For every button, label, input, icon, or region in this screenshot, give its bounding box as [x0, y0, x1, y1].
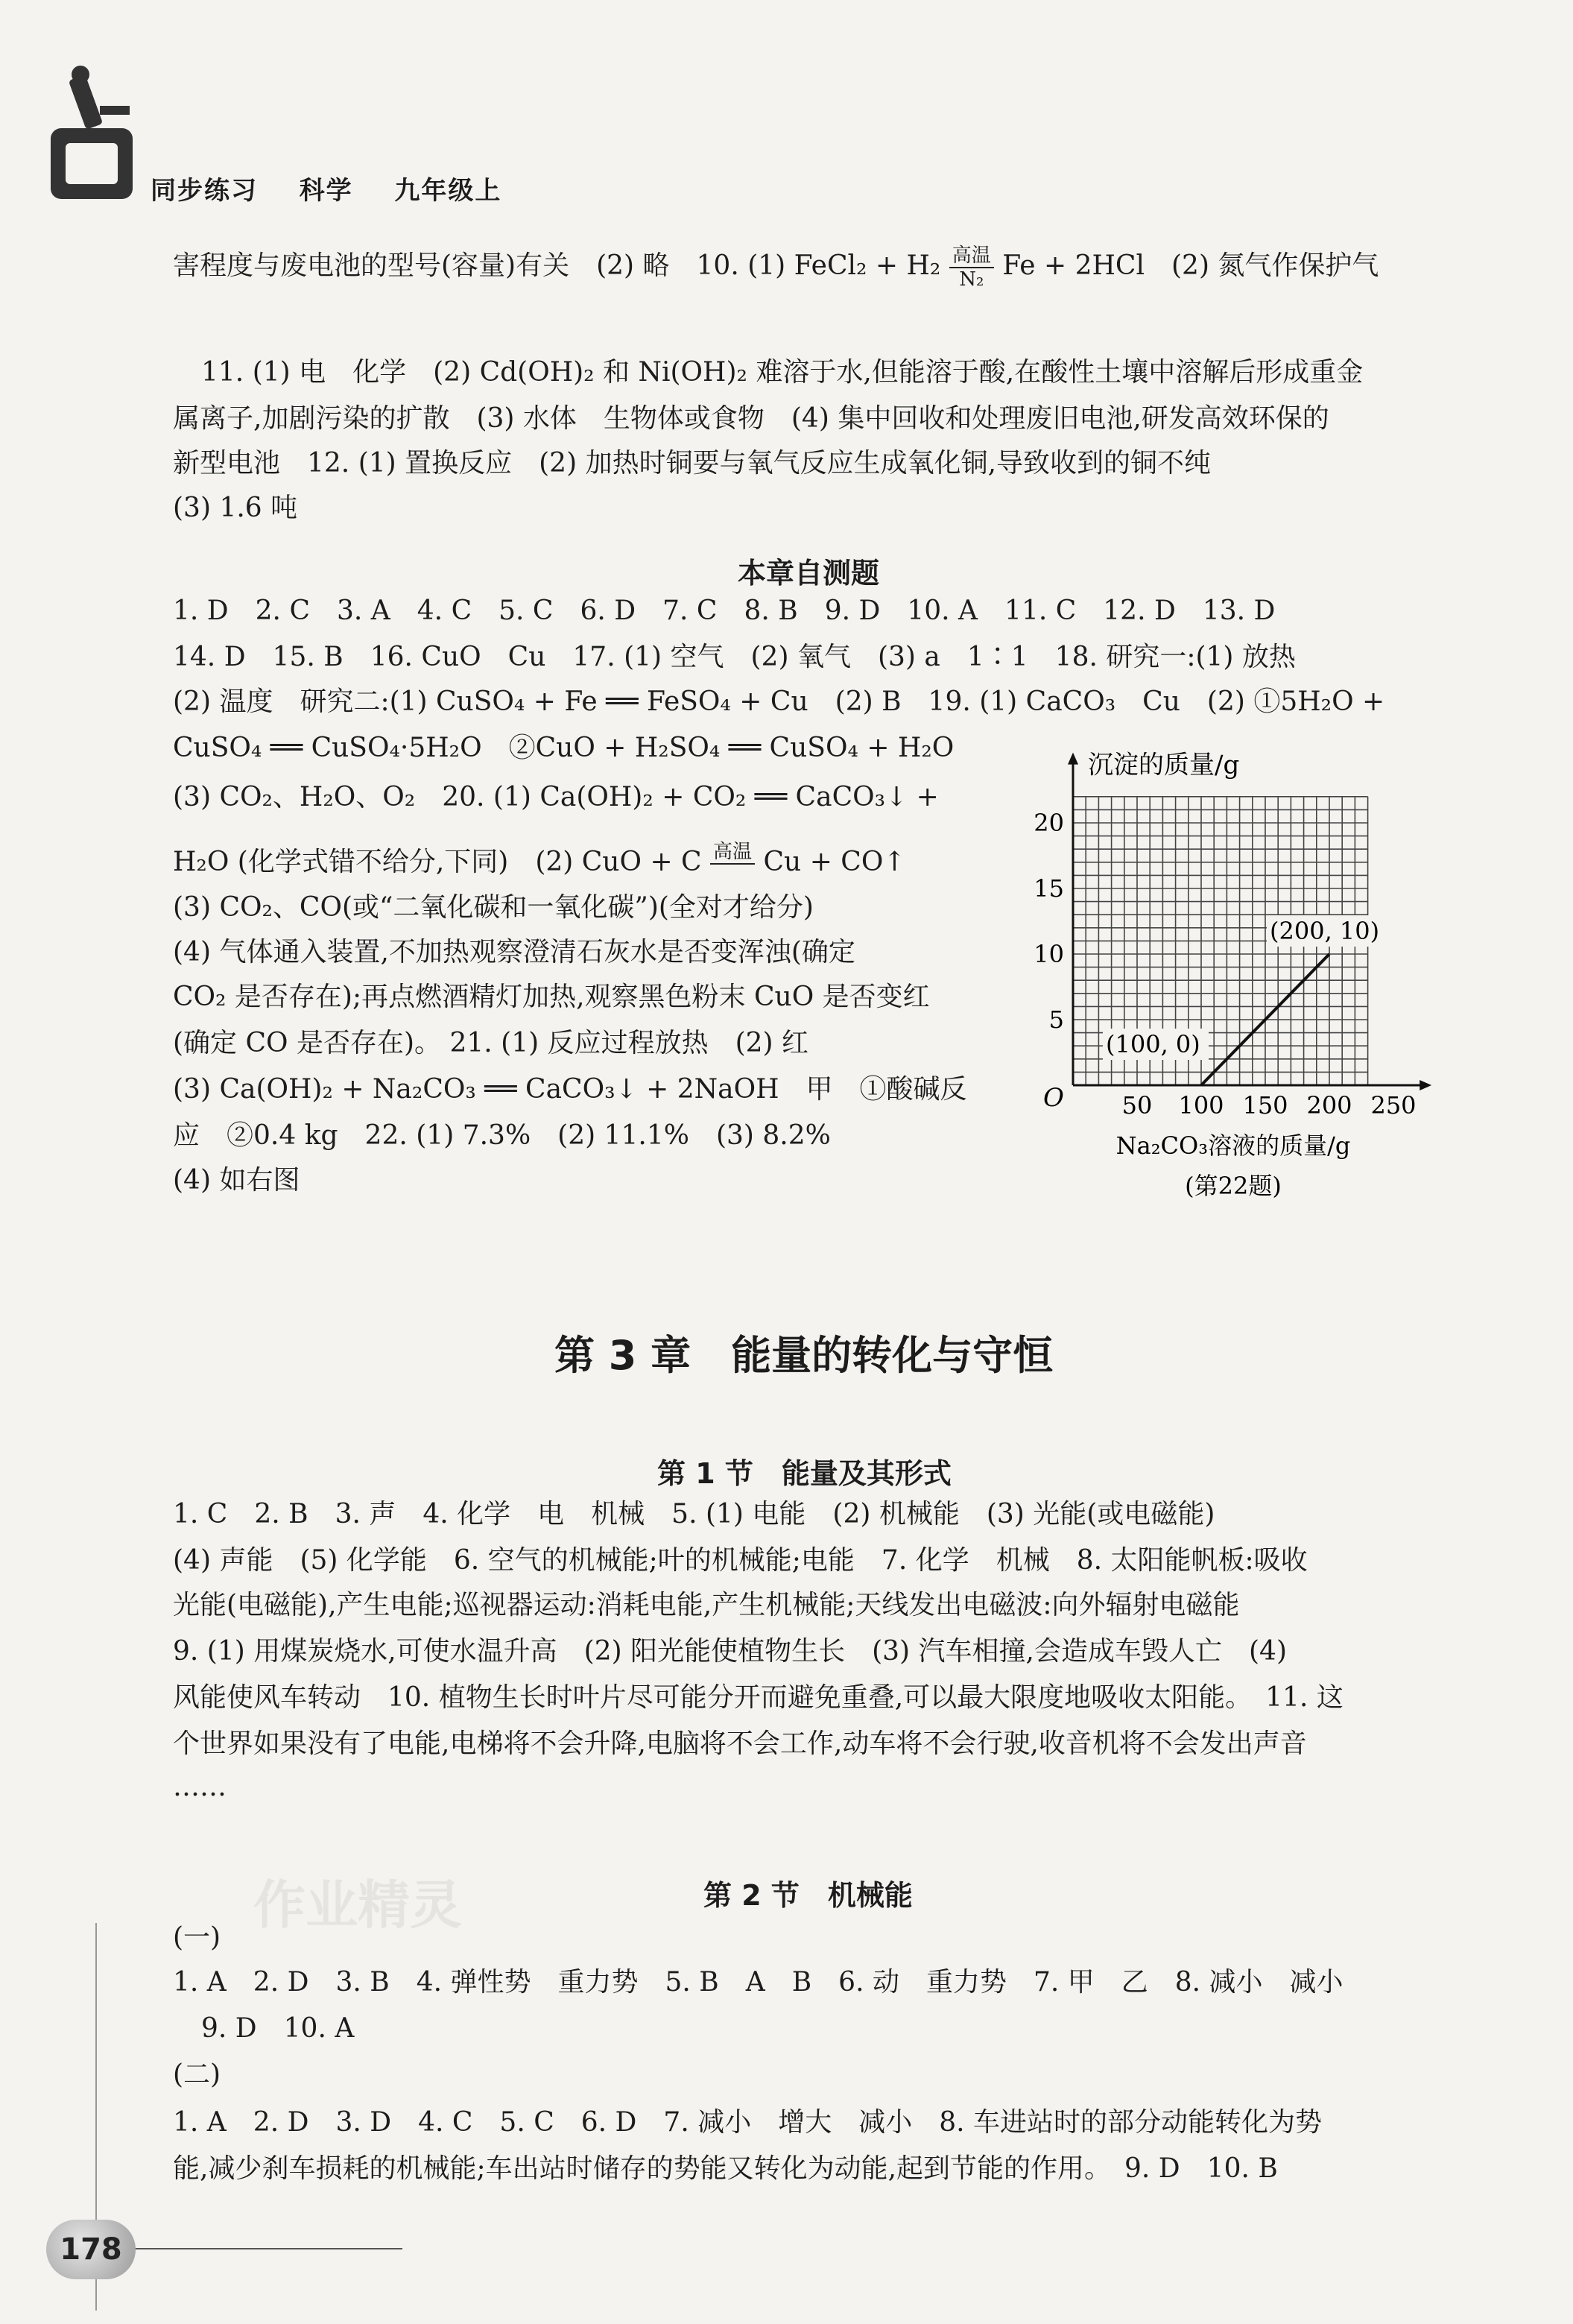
- answer-line: (一): [173, 1922, 221, 1953]
- header-series: 同步练习: [151, 176, 258, 206]
- answer-line: 风能使风车转动 10. 植物生长时叶片尽可能分开而避免重叠,可以最大限度地吸收太阳能。 11. 这: [173, 1682, 1343, 1713]
- answer-line: (3) 1.6 吨: [173, 493, 298, 523]
- answer-line: 能,减少刹车损耗的机械能;车出站时储存的势能又转化为动能,起到节能的作用。 9. D 10. B: [173, 2153, 1278, 2184]
- answer-line: (4) 气体通入装置,不加热观察澄清石灰水是否变浑浊(确定: [173, 937, 855, 967]
- answer-line: 1. A 2. D 3. D 4. C 5. C 6. D 7. 减小 增大 减小 8. 车进站时的部分动能转化为势: [173, 2107, 1323, 2138]
- point-label: (200, 10): [1270, 917, 1380, 945]
- answer-line: (4) 声能 (5) 化学能 6. 空气的机械能;叶的机械能;电能 7. 化学 机械 8. 太阳能帆板:吸收: [173, 1545, 1308, 1576]
- answer-line: (4) 如右图: [173, 1165, 300, 1196]
- precipitate-chart: [1028, 742, 1475, 1204]
- answer-line: (二): [173, 2059, 221, 2090]
- x-axis-arrow: [1420, 1080, 1431, 1090]
- page-number: 178: [60, 2232, 122, 2267]
- y-tick-label: 5: [1048, 1005, 1064, 1034]
- chapter-title: 第 3 章 能量的转化与守恒: [554, 1332, 1054, 1379]
- h2o-line-pre: H₂O (化学式错不给分,下同) (2) CuO + C: [173, 847, 711, 877]
- answer-line: 11. (1) 电 化学 (2) Cd(OH)₂ 和 Ni(OH)₂ 难溶于水,但能溶于酸,在酸性土壤中溶解后形成重金: [201, 357, 1364, 388]
- x-tick-label: 50: [1121, 1091, 1153, 1120]
- answer-line: 属离子,加剧污染的扩散 (3) 水体 生物体或食物 (4) 集中回收和处理废旧电池,研发高效环保的: [173, 403, 1329, 434]
- footer-rule: [134, 2248, 402, 2249]
- header-logo: [36, 61, 148, 203]
- chart-title: (第22题): [1185, 1172, 1282, 1200]
- answer-line: CO₂ 是否存在);再点燃酒精灯加热,观察黑色粉末 CuO 是否变红: [173, 982, 930, 1012]
- h2o-line-post: Cu + CO↑: [763, 847, 906, 877]
- reaction-condition: [949, 244, 994, 291]
- line1-pre: 害程度与废电池的型号(容量)有关 (2) 略 10. (1) FeCl₂ + H₂: [173, 250, 949, 281]
- answer-line: (3) Ca(OH)₂ + Na₂CO₃ ══ CaCO₃↓ + 2NaOH 甲 ①酸碱反: [173, 1074, 967, 1105]
- answer-line: 个世界如果没有了电能,电梯将不会升降,电脑将不会工作,动车将不会行驶,收音机将不会发出声音: [173, 1728, 1307, 1759]
- y-tick-label: 10: [1034, 940, 1064, 968]
- section1-title: 第 1 节 能量及其形式: [657, 1457, 952, 1490]
- reaction-condition-2: [710, 841, 755, 887]
- answer-line-1: [173, 244, 1379, 291]
- header-subject: 科学: [299, 176, 353, 206]
- x-tick-label: 150: [1242, 1091, 1288, 1120]
- section2-title: 第 2 节 机械能: [703, 1879, 913, 1912]
- point-label: (100, 0): [1106, 1030, 1200, 1058]
- y-tick-label: 15: [1034, 874, 1064, 903]
- self-test-title: 本章自测题: [738, 557, 880, 590]
- answer-line: 14. D 15. B 16. CuO Cu 17. (1) 空气 (2) 氧气 (3) a 1∶1 18. 研究一:(1) 放热: [173, 642, 1296, 672]
- answer-line: (3) CO₂、H₂O、O₂ 20. (1) Ca(OH)₂ + CO₂ ══ CaCO₃↓ +: [173, 782, 939, 812]
- y-axis-arrow: [1068, 753, 1078, 765]
- page-number-badge: [46, 2220, 136, 2279]
- x-axis-label: Na₂CO₃溶液的质量/g: [1115, 1131, 1351, 1160]
- answer-line: (2) 温度 研究二:(1) CuSO₄ + Fe ══ FeSO₄ + Cu (2) B 19. (1) CaCO₃ Cu (2) ①5H₂O +: [173, 686, 1385, 717]
- microscope-icon: [36, 61, 148, 203]
- answer-line: 1. A 2. D 3. B 4. 弹性势 重力势 5. B A B 6. 动 重力势 7. 甲 乙 8. 减小 减小: [173, 1967, 1343, 1998]
- y-axis-label: 沉淀的质量/g: [1088, 750, 1240, 780]
- x-tick-label: 200: [1306, 1091, 1352, 1120]
- answer-line: 9. D 10. A: [201, 2013, 355, 2044]
- reaction-condition-top: 高温: [949, 244, 994, 268]
- line1-post: Fe + 2HCl (2) 氮气作保护气: [1002, 250, 1379, 281]
- y-tick-label: 20: [1034, 809, 1064, 837]
- answer-line: (3) CO₂、CO(或“二氧化碳和一氧化碳”)(全对才给分): [173, 892, 814, 923]
- answer-line: 9. (1) 用煤炭烧水,可使水温升高 (2) 阳光能使植物生长 (3) 汽车相撞,会造成车毁人亡 (4): [173, 1636, 1287, 1667]
- origin-label: O: [1043, 1083, 1064, 1113]
- answer-line: CuSO₄ ══ CuSO₄·5H₂O ②CuO + H₂SO₄ ══ CuSO₄ + H₂O: [173, 733, 955, 763]
- answer-line: 光能(电磁能),产生电能;巡视器运动:消耗电能,产生机械能;天线发出电磁波:向外辐射电磁能: [173, 1590, 1240, 1620]
- reaction-condition-2-top: 高温: [710, 841, 755, 865]
- answer-line: 应 ②0.4 kg 22. (1) 7.3% (2) 11.1% (3) 8.2%: [173, 1120, 831, 1151]
- reaction-condition-bottom: N₂: [959, 268, 984, 291]
- answer-line: ……: [173, 1772, 227, 1802]
- x-tick-label: 250: [1370, 1091, 1417, 1120]
- x-tick-label: 100: [1178, 1091, 1224, 1120]
- answer-line: (确定 CO 是否存在)。 21. (1) 反应过程放热 (2) 红: [173, 1028, 809, 1058]
- watermark: 作业精灵: [253, 1875, 462, 1936]
- answer-line: 新型电池 12. (1) 置换反应 (2) 加热时铜要与氧气反应生成氧化铜,导致收到的铜不纯: [173, 448, 1212, 479]
- answer-line: 1. C 2. B 3. 声 4. 化学 电 机械 5. (1) 电能 (2) 机械能 (3) 光能(或电磁能): [173, 1499, 1215, 1529]
- header-grade: 九年级上: [394, 176, 502, 206]
- answer-line: [173, 841, 906, 887]
- answer-line: 1. D 2. C 3. A 4. C 5. C 6. D 7. C 8. B 9. D 10. A 11. C 12. D 13. D: [173, 596, 1276, 626]
- header-title: [151, 170, 501, 206]
